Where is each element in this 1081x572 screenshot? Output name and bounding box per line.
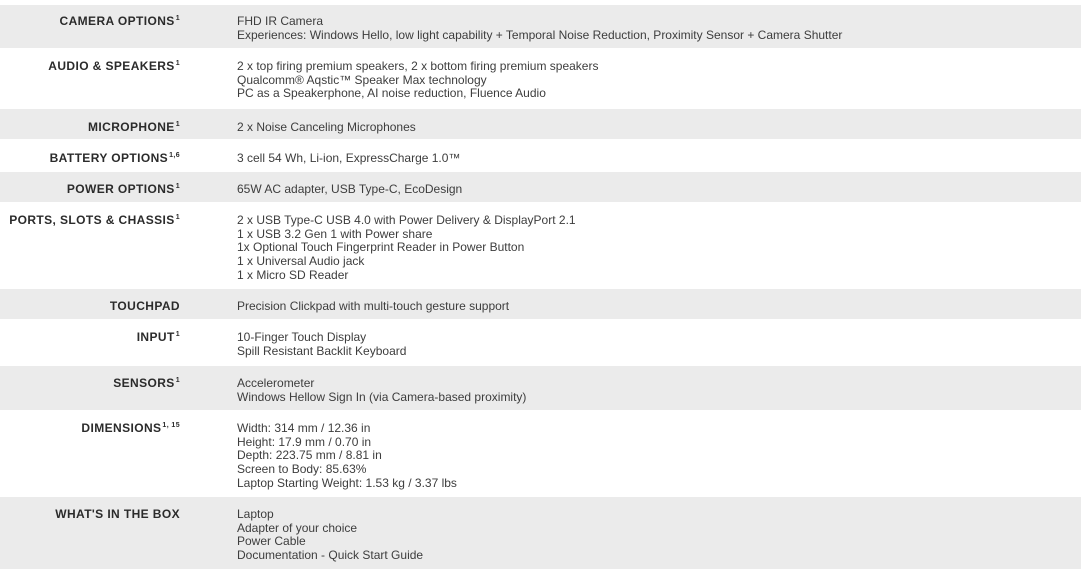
spec-label-text: PORTS, SLOTS & CHASSIS bbox=[9, 213, 175, 227]
spec-value-line: Depth: 223.75 mm / 8.81 in bbox=[237, 448, 382, 463]
spec-row bbox=[0, 49, 1081, 109]
spec-label-text: BATTERY OPTIONS bbox=[49, 151, 169, 165]
spec-value-line: Windows Hellow Sign In (via Camera-based proximity) bbox=[237, 389, 527, 404]
footnote-ref: 1 bbox=[175, 183, 180, 190]
footnote-ref: 1 bbox=[175, 331, 180, 338]
spec-value bbox=[237, 5, 842, 48]
footnote-ref: 1 bbox=[175, 60, 180, 67]
spec-value bbox=[237, 140, 460, 171]
footnote-ref: 1 bbox=[175, 15, 180, 22]
spec-value-line: 1x Optional Touch Fingerprint Reader in Power Button bbox=[237, 240, 525, 255]
spec-value bbox=[237, 203, 576, 288]
spec-row bbox=[0, 172, 1081, 203]
spec-label bbox=[0, 411, 180, 496]
spec-value-line: Spill Resistant Backlit Keyboard bbox=[237, 343, 407, 358]
spec-value-line: 1 x Micro SD Reader bbox=[237, 267, 349, 282]
spec-value-line: 1 x USB 3.2 Gen 1 with Power share bbox=[237, 226, 433, 241]
spec-value-line: Height: 17.9 mm / 0.70 in bbox=[237, 434, 372, 449]
spec-label-text: AUDIO & SPEAKERS bbox=[48, 59, 175, 73]
spec-row bbox=[0, 5, 1081, 49]
spec-value bbox=[237, 109, 416, 139]
spec-value bbox=[237, 497, 423, 569]
spec-value-line: Width: 314 mm / 12.36 in bbox=[237, 421, 371, 435]
spec-label-text: WHAT'S IN THE BOX bbox=[55, 507, 180, 521]
spec-value-line: Precision Clickpad with multi-touch gesture support bbox=[237, 299, 510, 313]
footnote-ref: 1, 15 bbox=[162, 422, 180, 429]
spec-label bbox=[0, 5, 180, 48]
spec-value-line: 1 x Universal Audio jack bbox=[237, 254, 365, 269]
spec-label-text: SENSORS bbox=[113, 376, 175, 390]
spec-row bbox=[0, 109, 1081, 140]
footnote-ref: 1 bbox=[175, 377, 180, 384]
spec-label bbox=[0, 109, 180, 139]
spec-row bbox=[0, 203, 1081, 289]
spec-value-line: PC as a Speakerphone, AI noise reduction, Fluence Audio bbox=[237, 86, 546, 101]
spec-label bbox=[0, 49, 180, 108]
spec-label bbox=[0, 172, 180, 202]
spec-label-text: TOUCHPAD bbox=[109, 299, 180, 313]
spec-label bbox=[0, 320, 180, 365]
spec-value-line: 10-Finger Touch Display bbox=[237, 330, 367, 344]
spec-value bbox=[237, 289, 509, 319]
spec-row bbox=[0, 411, 1081, 497]
spec-value-line: Screen to Body: 85.63% bbox=[237, 462, 367, 477]
spec-label bbox=[0, 203, 180, 288]
spec-label-text: CAMERA OPTIONS bbox=[59, 14, 175, 28]
spec-value-line: 65W AC adapter, USB Type-C, EcoDesign bbox=[237, 182, 463, 196]
spec-label-text: DIMENSIONS bbox=[81, 421, 162, 435]
spec-label bbox=[0, 497, 180, 569]
footnote-ref: 1 bbox=[175, 121, 180, 128]
spec-value-line: Qualcomm® Aqstic™ Speaker Max technology bbox=[237, 72, 487, 87]
spec-value bbox=[237, 320, 406, 365]
spec-value-line: 2 x USB Type-C USB 4.0 with Power Delivery & DisplayPort 2.1 bbox=[237, 213, 576, 227]
footnote-ref: 1 bbox=[175, 214, 180, 221]
spec-value-line: Laptop Starting Weight: 1.53 kg / 3.37 lbs bbox=[237, 475, 457, 490]
spec-label bbox=[0, 289, 180, 319]
spec-row bbox=[0, 140, 1081, 172]
spec-label bbox=[0, 140, 180, 171]
footnote-ref: 1,6 bbox=[169, 152, 180, 159]
spec-value-line: Documentation - Quick Start Guide bbox=[237, 548, 424, 563]
spec-value-line: 2 x Noise Canceling Microphones bbox=[237, 120, 416, 134]
spec-value-line: Accelerometer bbox=[237, 376, 315, 390]
spec-value-line: Experiences: Windows Hello, low light capability + Temporal Noise Reduction, Proximity Sensor + Camera Shutter bbox=[237, 27, 843, 42]
spec-row bbox=[0, 366, 1081, 411]
spec-row bbox=[0, 497, 1081, 570]
spec-value bbox=[237, 411, 457, 496]
spec-row bbox=[0, 289, 1081, 320]
spec-label-text: MICROPHONE bbox=[88, 120, 175, 134]
spec-value-line: 3 cell 54 Wh, Li-ion, ExpressCharge 1.0™ bbox=[237, 151, 461, 165]
spec-value-line: 2 x top firing premium speakers, 2 x bottom firing premium speakers bbox=[237, 59, 599, 73]
spec-value bbox=[237, 366, 526, 410]
spec-value bbox=[237, 172, 462, 202]
spec-value-line: FHD IR Camera bbox=[237, 14, 324, 28]
spec-label-text: POWER OPTIONS bbox=[66, 182, 175, 196]
spec-value bbox=[237, 49, 598, 108]
spec-value-line: Laptop bbox=[237, 507, 274, 521]
spec-value-line: Power Cable bbox=[237, 534, 306, 549]
spec-label bbox=[0, 366, 180, 410]
spec-value-line: Adapter of your choice bbox=[237, 520, 358, 535]
spec-label-text: INPUT bbox=[136, 330, 175, 344]
spec-row bbox=[0, 320, 1081, 366]
